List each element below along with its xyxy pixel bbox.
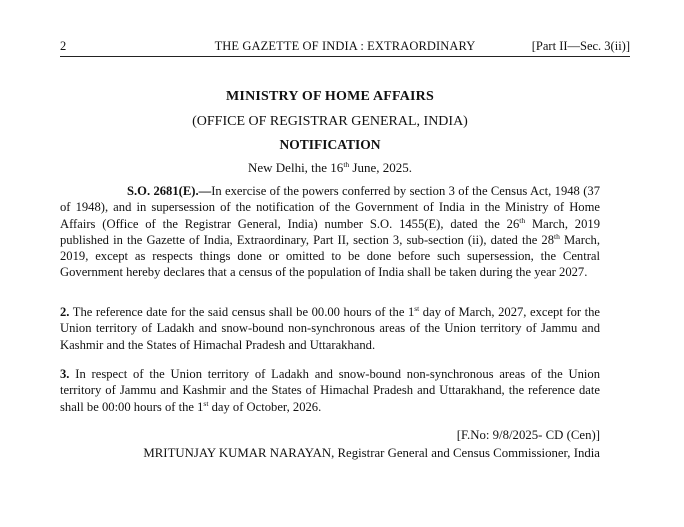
paragraph-3 <box>60 366 600 415</box>
ordinal-suffix: st <box>203 398 209 408</box>
paragraph-3-text-b: day of October, 2026. <box>208 399 322 414</box>
dateline-ordinal: th <box>343 160 350 169</box>
paragraph-1-text-b: March, 2019 published in the Gazette of India, Extraordinary, Part II, section 3, sub-section (ii), dated the 28 <box>60 216 600 247</box>
ordinal-suffix: st <box>414 304 420 313</box>
ordinal-suffix: th <box>554 231 560 241</box>
running-header <box>60 38 630 54</box>
paragraph-number: 2. <box>60 305 70 319</box>
paragraph-3-text-a: In respect of the Union territory of Ladakh and snow-bound non-synchronous areas of the Union territory of Jammu and Kashmir and the States of Himachal Pradesh and Uttarakhand, the reference date shall be 00:00 hours of the 1 <box>60 367 600 414</box>
paragraph-1-text-c: March, 2019, except as respects things done or omitted to be done before such supersession, the Central Government hereby declares that a census of the population of India shall be taken during the year 2027. <box>60 232 600 280</box>
paragraph-1-text-a: In exercise of the powers conferred by section 3 of the Census Act, 1948 (37 of 1948), and in supersession of the notification of the Government of India in the Ministry of Home Affairs (Office of the Registrar General, India) number S.O. 1455(E), dated the 26 <box>60 184 600 231</box>
paragraph-2-text-a: The reference date for the said census shall be 00.00 hours of the 1 <box>69 305 415 319</box>
paragraph-1 <box>60 183 600 281</box>
dateline-text-end: June, 2025. <box>349 160 412 175</box>
signatory: MRITUNJAY KUMAR NARAYAN, Registrar General and Census Commissioner, India <box>143 446 600 460</box>
ministry-heading: MINISTRY OF HOME AFFAIRS <box>226 89 434 104</box>
notification-heading: NOTIFICATION <box>279 137 381 152</box>
order-number: S.O. 2681(E).— <box>127 184 212 198</box>
dateline-text: New Delhi, the 16 <box>248 160 344 175</box>
file-reference: [F.No: 9/8/2025- CD (Cen)] <box>456 428 600 442</box>
office-heading: (OFFICE OF REGISTRAR GENERAL, INDIA) <box>192 114 468 129</box>
gazette-title: THE GAZETTE OF INDIA : EXTRAORDINARY <box>214 39 476 53</box>
page-number: 2 <box>60 39 67 53</box>
dateline <box>60 160 600 176</box>
part-section-label: [Part II—Sec. 3(ii)] <box>531 39 630 53</box>
paragraph-number: 3. <box>60 367 70 381</box>
header-rule <box>60 56 630 57</box>
ordinal-suffix: th <box>519 215 526 225</box>
paragraph-2-text-b: day of March, 2027, except for the Union territory of Ladakh and snow-bound non-synchronous areas of the Union territory of Jammu and Kashmir and the States of Himachal Pradesh and Uttarakhand. <box>60 305 600 352</box>
paragraph-2 <box>60 304 600 353</box>
